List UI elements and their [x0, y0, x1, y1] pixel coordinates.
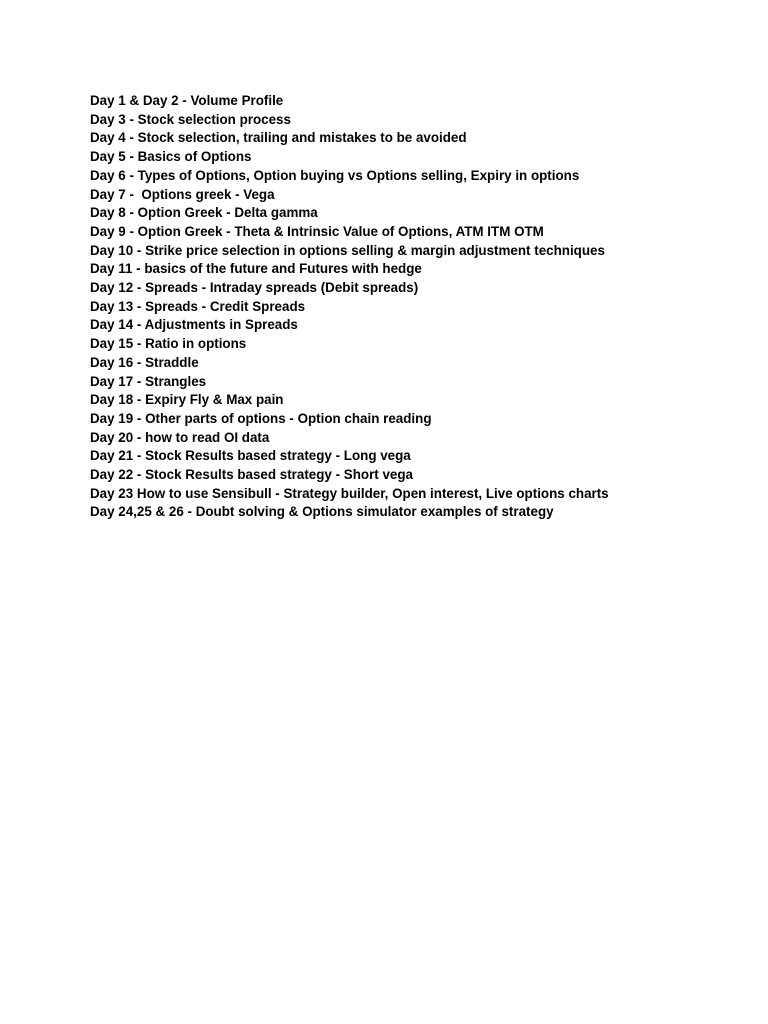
schedule-line: Day 9 - Option Greek - Theta & Intrinsic Value of Options, ATM ITM OTM	[90, 223, 544, 239]
schedule-line: Day 6 - Types of Options, Option buying vs Options selling, Expiry in options	[90, 167, 580, 183]
schedule-line: Day 24,25 & 26 - Doubt solving & Options simulator examples of strategy	[90, 504, 554, 520]
schedule-line: Day 18 - Expiry Fly & Max pain	[90, 392, 284, 408]
schedule-line: Day 20 - how to read OI data	[90, 429, 270, 445]
schedule-line: Day 8 - Option Greek - Delta gamma	[90, 205, 318, 221]
schedule-line: Day 15 - Ratio in options	[90, 336, 247, 352]
schedule-line: Day 16 - Straddle	[90, 354, 199, 370]
schedule-line: Day 22 - Stock Results based strategy - Short vega	[90, 467, 413, 483]
schedule-line: Day 7 - Options greek - Vega	[90, 186, 275, 202]
schedule-line: Day 19 - Other parts of options - Option chain reading	[90, 410, 432, 426]
schedule-line: Day 3 - Stock selection process	[90, 111, 291, 127]
schedule-line: Day 10 - Strike price selection in options selling & margin adjustment techniques	[90, 242, 605, 258]
course-schedule-list	[90, 92, 750, 522]
schedule-line: Day 13 - Spreads - Credit Spreads	[90, 298, 306, 314]
schedule-line: Day 11 - basics of the future and Futures with hedge	[90, 261, 422, 277]
schedule-line: Day 5 - Basics of Options	[90, 149, 252, 165]
schedule-line: Day 17 - Strangles	[90, 373, 207, 389]
schedule-line: Day 4 - Stock selection, trailing and mistakes to be avoided	[90, 130, 467, 146]
schedule-line: Day 1 & Day 2 - Volume Profile	[90, 93, 284, 108]
schedule-line: Day 14 - Adjustments in Spreads	[90, 317, 298, 333]
schedule-line: Day 12 - Spreads - Intraday spreads (Debit spreads)	[90, 280, 419, 296]
schedule-line: Day 21 - Stock Results based strategy - Long vega	[90, 448, 411, 464]
schedule-line: Day 23 How to use Sensibull - Strategy builder, Open interest, Live options charts	[90, 485, 609, 501]
